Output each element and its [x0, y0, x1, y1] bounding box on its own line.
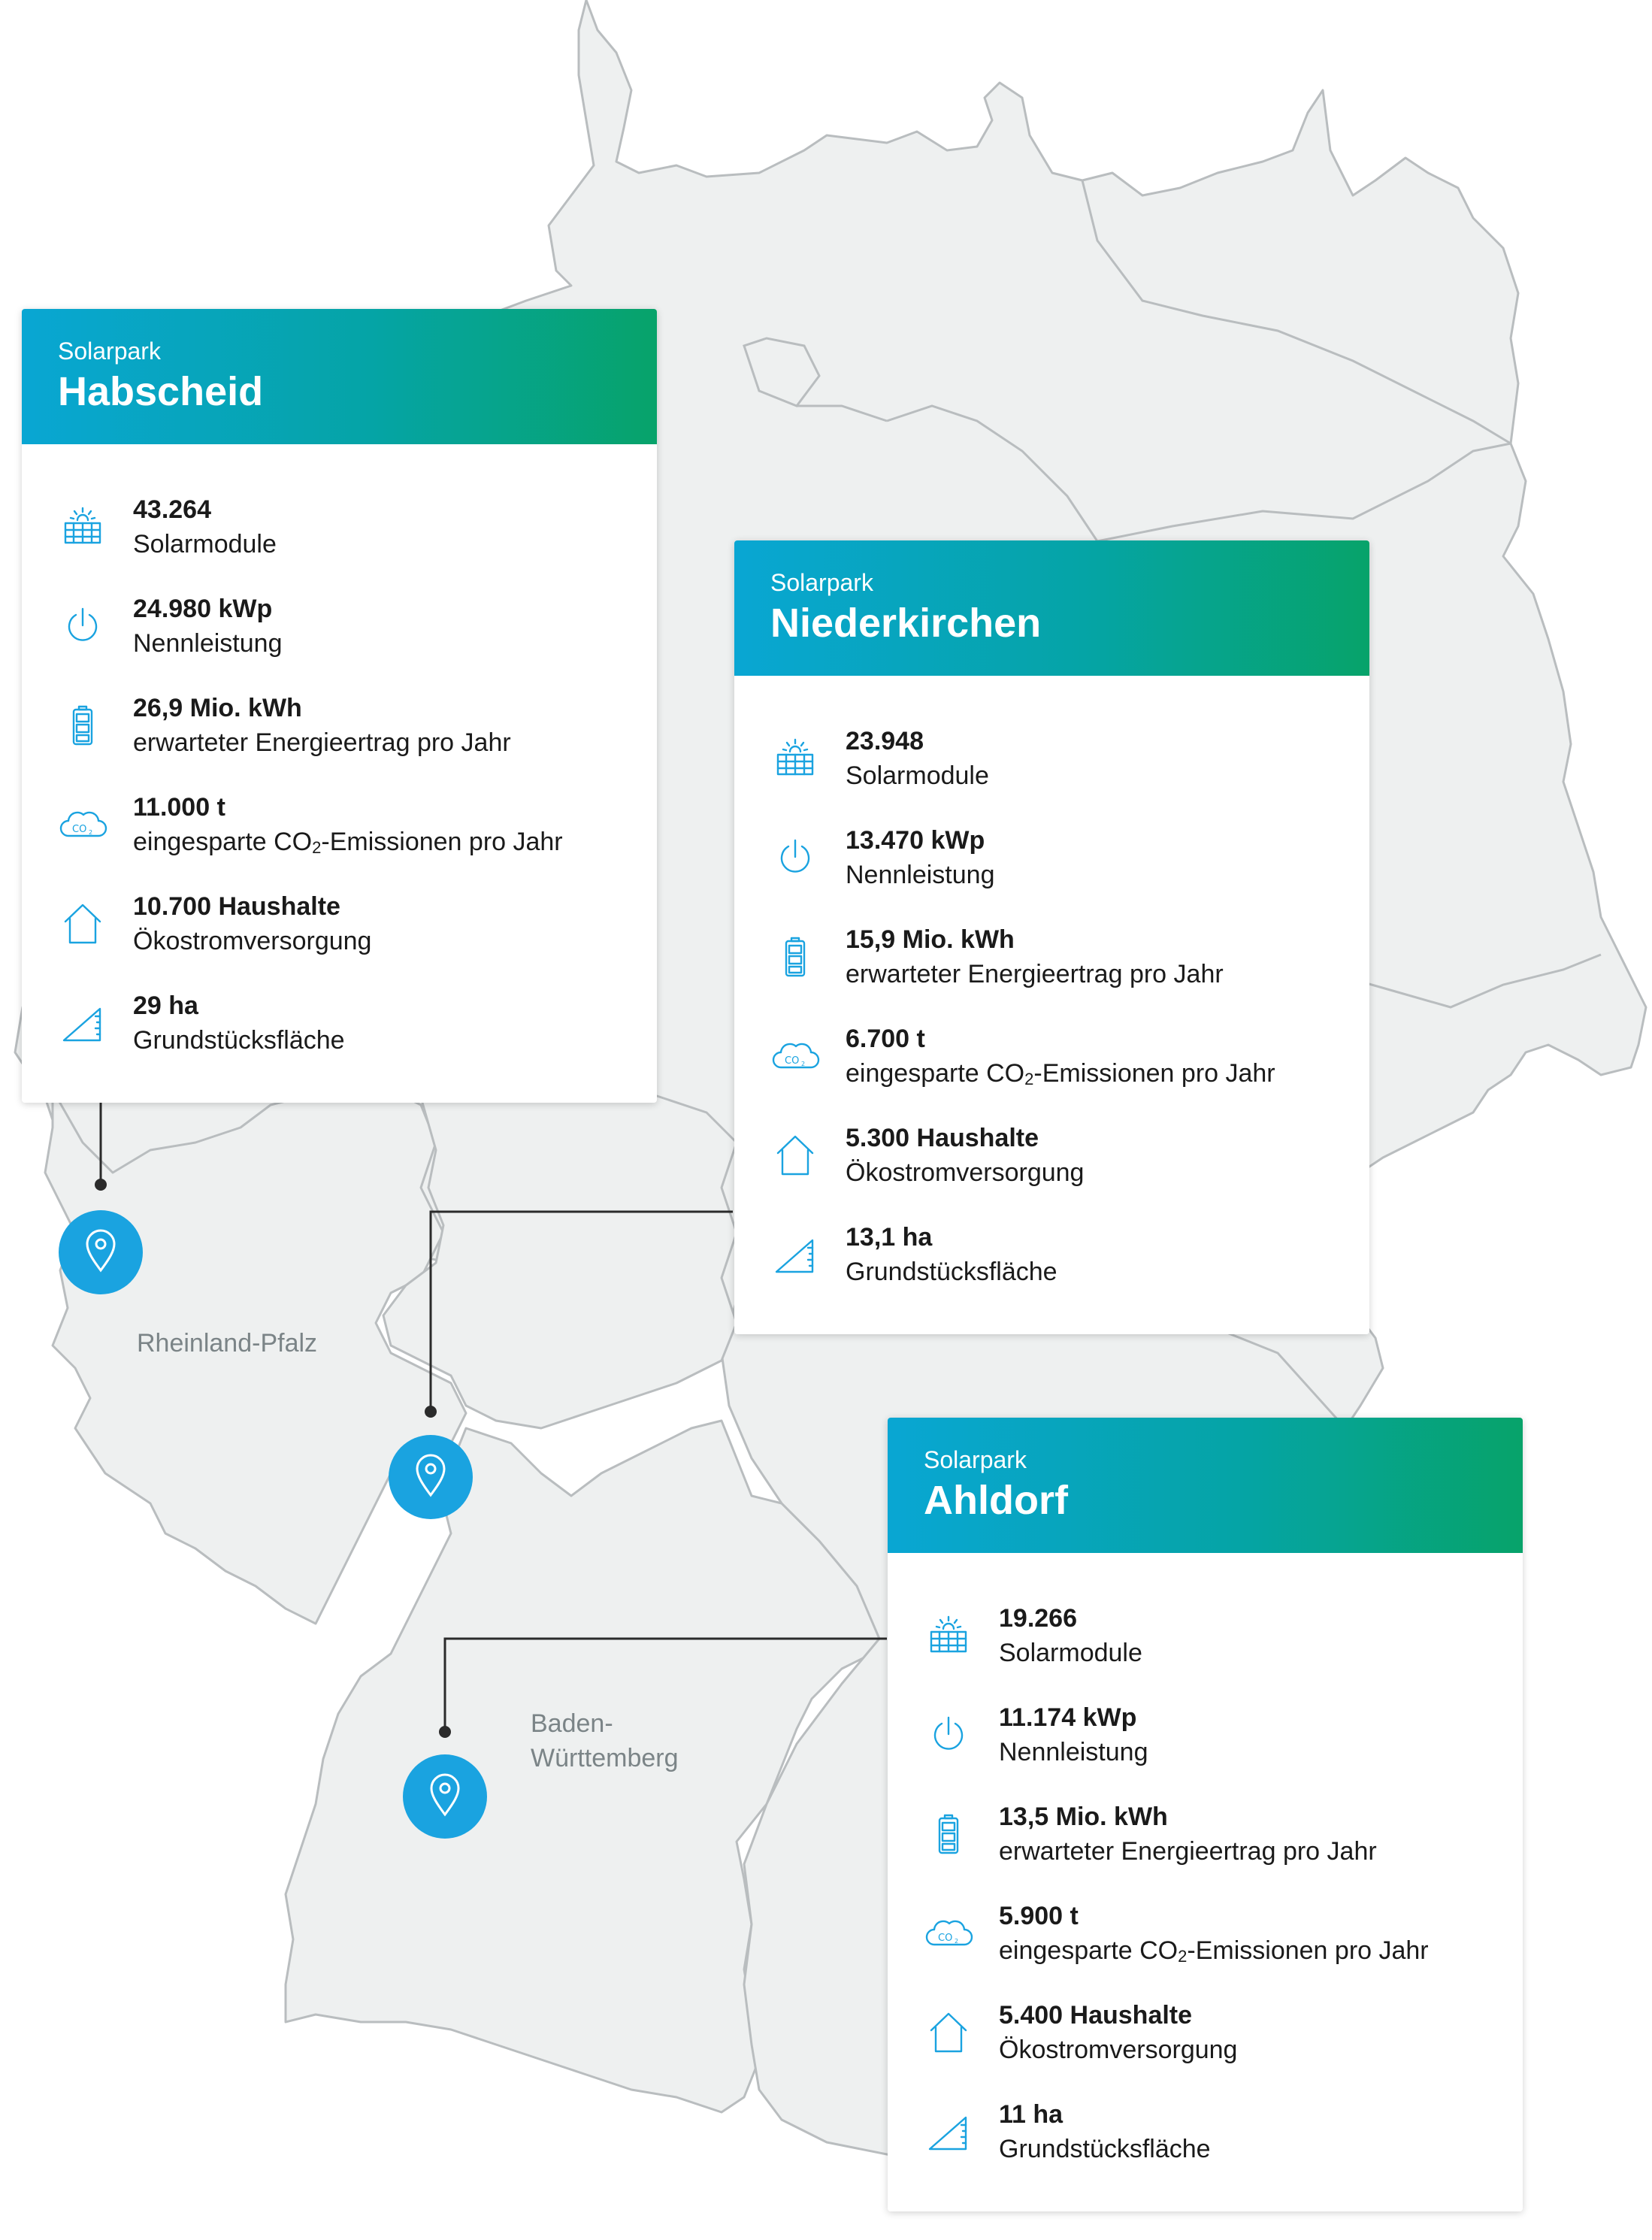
- area-ruler-icon: [924, 2107, 991, 2157]
- stat-row: [770, 709, 1333, 808]
- park-card-habscheid: [22, 309, 657, 1103]
- stat-value: 13,5 Mio. kWh: [999, 1803, 1168, 1831]
- card-header: [22, 309, 657, 444]
- stat-value: 19.266: [999, 1604, 1077, 1633]
- stat-row: [58, 775, 621, 874]
- location-pin-ahldorf[interactable]: [403, 1754, 487, 1839]
- stat-label-main: eingesparte CO: [846, 1059, 1025, 1088]
- stat-text: [126, 592, 282, 661]
- location-pin-niederkirchen[interactable]: [389, 1435, 473, 1519]
- svg-text:2: 2: [89, 829, 93, 836]
- stat-value: 13.470 kWp: [846, 826, 985, 855]
- power-icon: [770, 833, 838, 882]
- region-label-line-2: Württemberg: [531, 1744, 679, 1772]
- house-icon: [770, 1131, 838, 1180]
- card-kicker: Solarpark: [58, 338, 161, 365]
- stat-value: 11.174 kWp: [999, 1703, 1137, 1732]
- stat-label: Grundstücksfläche: [846, 1258, 1057, 1286]
- card-kicker: Solarpark: [770, 569, 873, 596]
- stat-text: [991, 1800, 1377, 1869]
- stat-row: [770, 1205, 1333, 1304]
- stat-row: [58, 577, 621, 676]
- stat-text: [991, 1998, 1237, 2067]
- battery-icon: [770, 932, 838, 982]
- card-title: Habscheid: [58, 369, 264, 414]
- stat-text: [838, 1121, 1084, 1190]
- stat-label: Nennleistung: [846, 861, 995, 889]
- stat-text: [991, 1601, 1142, 1670]
- area-ruler-icon: [58, 998, 126, 1048]
- svg-text:CO: CO: [938, 1933, 953, 1944]
- stat-label: erwarteter Energieertrag pro Jahr: [133, 728, 511, 757]
- stat-value: 5.900 t: [999, 1902, 1079, 1930]
- power-icon: [58, 601, 126, 651]
- area-ruler-icon: [770, 1230, 838, 1279]
- stat-row: [770, 808, 1333, 907]
- stat-value: 43.264: [133, 495, 211, 524]
- stat-label-main: eingesparte CO: [133, 828, 313, 856]
- stat-text: [838, 823, 994, 892]
- co2-cloud-icon: [770, 1031, 838, 1081]
- stat-text: [126, 889, 371, 958]
- stat-text: [838, 724, 989, 793]
- stat-label: Grundstücksfläche: [999, 2135, 1211, 2163]
- stat-label: erwarteter Energieertrag pro Jahr: [846, 960, 1224, 988]
- solar-panel-icon: [58, 502, 126, 552]
- card-header: [734, 540, 1369, 676]
- stat-text: [126, 988, 345, 1058]
- card-title: Ahldorf: [924, 1478, 1068, 1523]
- svg-text:CO: CO: [785, 1055, 800, 1067]
- card-stats: [734, 676, 1369, 1334]
- stat-label: Solarmodule: [999, 1639, 1142, 1667]
- stat-label-suffix: -Emissionen pro Jahr: [321, 828, 563, 856]
- stat-row: [924, 1586, 1487, 1685]
- stat-value: 24.980 kWp: [133, 595, 273, 623]
- stat-label: Nennleistung: [133, 629, 283, 658]
- stat-row: [58, 874, 621, 973]
- stat-label-main: eingesparte CO: [999, 1936, 1178, 1965]
- stat-value: 26,9 Mio. kWh: [133, 694, 302, 722]
- svg-text:2: 2: [801, 1061, 806, 1067]
- region-label-line-1: Baden-: [531, 1709, 613, 1738]
- stat-text: [838, 1220, 1057, 1289]
- stat-label: [999, 1933, 1429, 1968]
- svg-text:2: 2: [955, 1938, 959, 1945]
- stat-label: [133, 825, 563, 859]
- card-stats: [22, 444, 657, 1103]
- stat-text: [991, 1700, 1148, 1769]
- stat-label: Solarmodule: [133, 530, 277, 558]
- stat-label-subscript: 2: [1178, 1947, 1188, 1966]
- connector-dot-habscheid: [95, 1179, 107, 1191]
- solar-panel-icon: [770, 734, 838, 783]
- stat-row: [58, 973, 621, 1073]
- stat-label-suffix: -Emissionen pro Jahr: [1033, 1059, 1275, 1088]
- power-icon: [924, 1710, 991, 1760]
- stat-value: 23.948: [846, 727, 924, 755]
- stat-value: 13,1 ha: [846, 1223, 933, 1252]
- stat-text: [838, 1022, 1275, 1091]
- stat-text: [126, 790, 563, 859]
- stat-label: Ökostromversorgung: [846, 1158, 1085, 1187]
- card-stats: [888, 1553, 1523, 2211]
- stat-row: [770, 907, 1333, 1006]
- stat-label-suffix: -Emissionen pro Jahr: [1187, 1936, 1429, 1965]
- stat-label: Grundstücksfläche: [133, 1026, 345, 1055]
- stat-value: 29 ha: [133, 991, 198, 1020]
- stat-value: 5.400 Haushalte: [999, 2001, 1193, 2030]
- co2-cloud-icon: [58, 800, 126, 849]
- stat-value: 6.700 t: [846, 1025, 925, 1053]
- co2-cloud-icon: [924, 1909, 991, 1958]
- svg-text:CO: CO: [72, 824, 87, 835]
- stat-label: Solarmodule: [846, 761, 989, 790]
- region-label-rheinland-pfalz: Rheinland-Pfalz: [137, 1329, 318, 1358]
- stat-text: [991, 1899, 1429, 1968]
- stat-label-subscript: 2: [1024, 1070, 1034, 1088]
- battery-icon: [58, 701, 126, 750]
- stat-label: erwarteter Energieertrag pro Jahr: [999, 1837, 1377, 1866]
- stat-value: 11.000 t: [133, 793, 225, 822]
- stat-text: [126, 492, 277, 562]
- stat-value: 11 ha: [999, 2100, 1064, 2129]
- stat-row: [58, 477, 621, 577]
- stat-label-subscript: 2: [312, 838, 322, 857]
- connector-dot-niederkirchen: [425, 1406, 437, 1418]
- stat-value: 5.300 Haushalte: [846, 1124, 1039, 1152]
- stat-row: [770, 1006, 1333, 1106]
- stat-row: [924, 1983, 1487, 2082]
- stat-text: [991, 2097, 1211, 2166]
- stat-label: [846, 1056, 1275, 1091]
- stat-label: Ökostromversorgung: [133, 927, 372, 955]
- card-kicker: Solarpark: [924, 1446, 1027, 1473]
- stat-value: 15,9 Mio. kWh: [846, 925, 1015, 954]
- house-icon: [924, 2008, 991, 2057]
- connector-dot-ahldorf: [439, 1726, 451, 1738]
- park-card-niederkirchen: [734, 540, 1369, 1334]
- stat-text: [126, 691, 511, 760]
- stat-row: [770, 1106, 1333, 1205]
- stat-row: [58, 676, 621, 775]
- solar-panel-icon: [924, 1611, 991, 1660]
- region-label-baden-wuerttemberg: [531, 1706, 679, 1775]
- card-header: [888, 1418, 1523, 1553]
- stat-label: Ökostromversorgung: [999, 2036, 1238, 2064]
- stat-row: [924, 2082, 1487, 2181]
- stat-row: [924, 1884, 1487, 1983]
- stat-row: [924, 1685, 1487, 1784]
- card-title: Niederkirchen: [770, 601, 1042, 646]
- park-card-ahldorf: [888, 1418, 1523, 2211]
- house-icon: [58, 899, 126, 949]
- battery-icon: [924, 1809, 991, 1859]
- stat-value: 10.700 Haushalte: [133, 892, 340, 921]
- stat-text: [838, 922, 1224, 991]
- stat-row: [924, 1784, 1487, 1884]
- location-pin-habscheid[interactable]: [59, 1210, 143, 1294]
- stat-label: Nennleistung: [999, 1738, 1148, 1766]
